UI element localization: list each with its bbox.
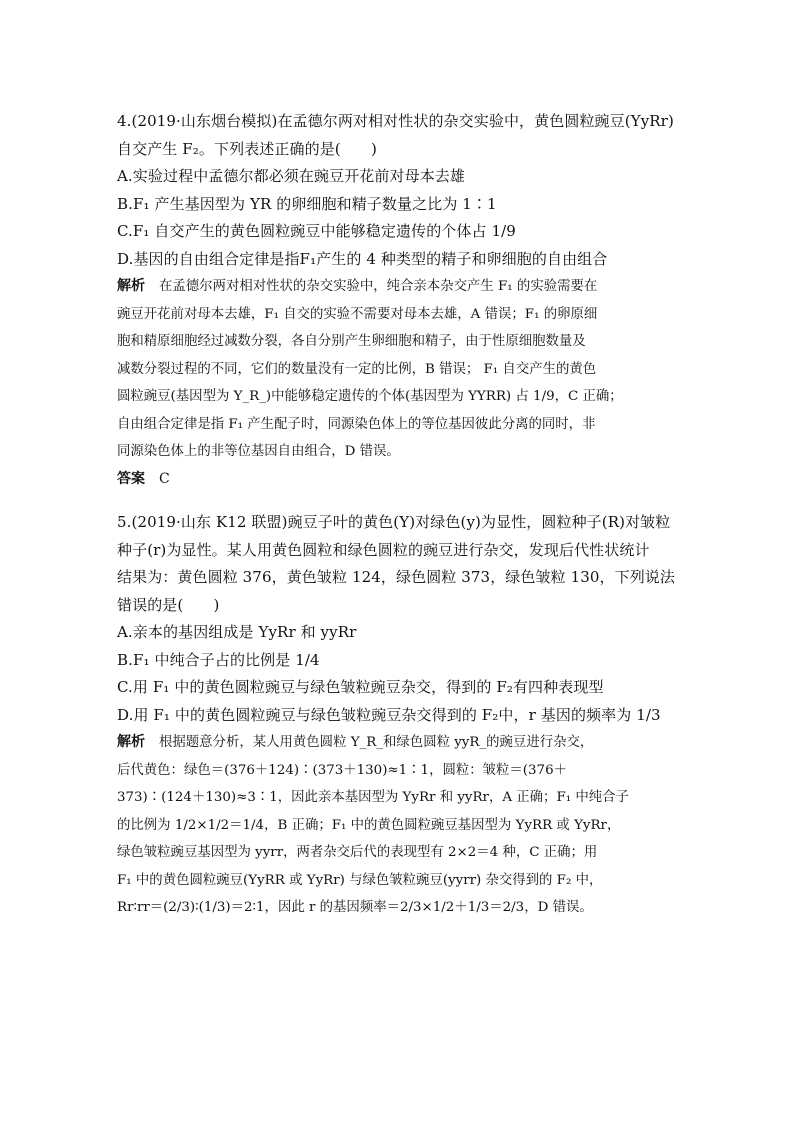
question-5-explanation-line-4: 的比例为 1/2×1/2＝1/4，B 正确；F₁ 中的黄色圆粒豌豆基因型为 YyRR 或 YyRr， xyxy=(117,817,621,833)
question-5-explanation-line-1 xyxy=(117,729,683,757)
question-5-explanation-line-7: Rr∶rr＝(2/3)∶(1/3)＝2∶1，因此 r 的基因频率＝2/3×1/2＋1/3＝2/3，D 错误。 xyxy=(117,900,593,915)
question-4-answer xyxy=(117,466,683,494)
question-4-explanation-line-1 xyxy=(117,273,683,301)
question-5-option-b: B.F₁ 中纯合子占的比例是 1/4 xyxy=(117,650,320,669)
question-5-stem-line-2: 种子(r)为显性。某人用黄色圆粒和绿色圆粒的豌豆进行杂交，发现后代性状统计 xyxy=(117,540,650,559)
question-4-option-c: C.F₁ 自交产生的黄色圆粒豌豆中能够稳定遗传的个体占 1/9 xyxy=(117,222,516,240)
question-4-explanation-line-4: 减数分裂过程的不同，它们的数量没有一定的比例，B 错误； F₁ 自交产生的黄色 xyxy=(117,361,597,377)
question-4-explanation-line-2: 豌豆开花前对母本去雄，F₁ 自交的实验不需要对母本去雄，A 错误；F₁ 的卵原细 xyxy=(117,306,598,322)
question-4 xyxy=(117,108,683,493)
question-5-option-d: D.用 F₁ 中的黄色圆粒豌豆与绿色皱粒豌豆杂交得到的 F₂中，r 基因的频率为 1/3 xyxy=(117,705,661,724)
question-4-explanation-line-3: 胞和精原细胞经过减数分裂，各自分别产生卵细胞和精子，由于性原细胞数量及 xyxy=(117,334,586,349)
question-4-stem-line-2: 自交产生 F₂。下列表述正确的是( ) xyxy=(117,139,377,158)
question-5-explanation-line-5: 绿色皱粒豌豆基因型为 yyrr，两者杂交后代的表现型有 2×2＝4 种，C 正确；用 xyxy=(117,845,598,860)
question-5-option-a: A.亲本的基因组成是 YyRr 和 yyRr xyxy=(117,623,357,641)
question-5-stem-line-1: 5.(2019·山东 K12 联盟)豌豆子叶的黄色(Y)对绿色(y)为显性，圆粒种子(R)对皱粒 xyxy=(117,513,671,531)
answer-tag: 答案 xyxy=(117,470,145,487)
question-5-explanation-line-2: 后代黄色：绿色＝(376＋124)∶(373＋130)≈1∶1，圆粒：皱粒＝(376＋ xyxy=(117,762,567,778)
explanation-tag: 解析 xyxy=(117,278,145,294)
question-5-explanation-line-6: F₁ 中的黄色圆粒豌豆(YyRR 或 YyRr) 与绿色皱粒豌豆(yyrr) 杂交得到的 F₂ 中， xyxy=(117,872,603,888)
explanation-tag: 解析 xyxy=(117,734,145,750)
question-gap xyxy=(117,493,683,509)
question-4-option-d: D.基因的自由组合定律是指F₁产生的 4 种类型的精子和卵细胞的自由组合 xyxy=(117,249,608,268)
answer-value: C xyxy=(159,470,170,487)
explanation-text: 根据题意分析，某人用黄色圆粒 Y_R_和绿色圆粒 yyR_的豌豆进行杂交， xyxy=(159,735,594,750)
question-5-stem-line-3: 结果为：黄色圆粒 376，黄色皱粒 124，绿色圆粒 373，绿色皱粒 130，下列说法 xyxy=(117,568,675,586)
question-4-option-a: A.实验过程中孟德尔都必须在豌豆开花前对母本去雄 xyxy=(117,167,466,185)
explanation-text: 在孟德尔两对相对性状的杂交实验中，纯合亲本杂交产生 F₁ 的实验需要在 xyxy=(159,279,598,294)
question-5-explanation-line-3: 373)∶(124＋130)≈3∶1，因此亲本基因型为 YyRr 和 yyRr，A 正确；F₁ 中纯合子 xyxy=(117,790,629,805)
question-5 xyxy=(117,509,683,922)
question-4-explanation-line-5: 圆粒豌豆(基因型为 Y_R_)中能够稳定遗传的个体(基因型为 YYRR) 占 1/9，C 正确； xyxy=(117,389,623,404)
question-4-explanation-line-6: 自由组合定律是指 F₁ 产生配子时，同源染色体上的等位基因彼此分离的同时，非 xyxy=(117,416,596,432)
document-page xyxy=(117,108,683,922)
question-5-option-c: C.用 F₁ 中的黄色圆粒豌豆与绿色皱粒豌豆杂交，得到的 F₂有四种表现型 xyxy=(117,678,604,696)
question-4-option-b: B.F₁ 产生基因型为 YR 的卵细胞和精子数量之比为 1∶1 xyxy=(117,194,497,213)
question-5-stem-line-4: 错误的是( ) xyxy=(117,595,220,614)
question-4-explanation-line-7: 同源染色体上的非等位基因自由组合，D 错误。 xyxy=(117,444,400,459)
question-4-stem-line-1: 4.(2019·山东烟台模拟)在孟德尔两对相对性状的杂交实验中，黄色圆粒豌豆(YyRr) xyxy=(117,112,674,130)
